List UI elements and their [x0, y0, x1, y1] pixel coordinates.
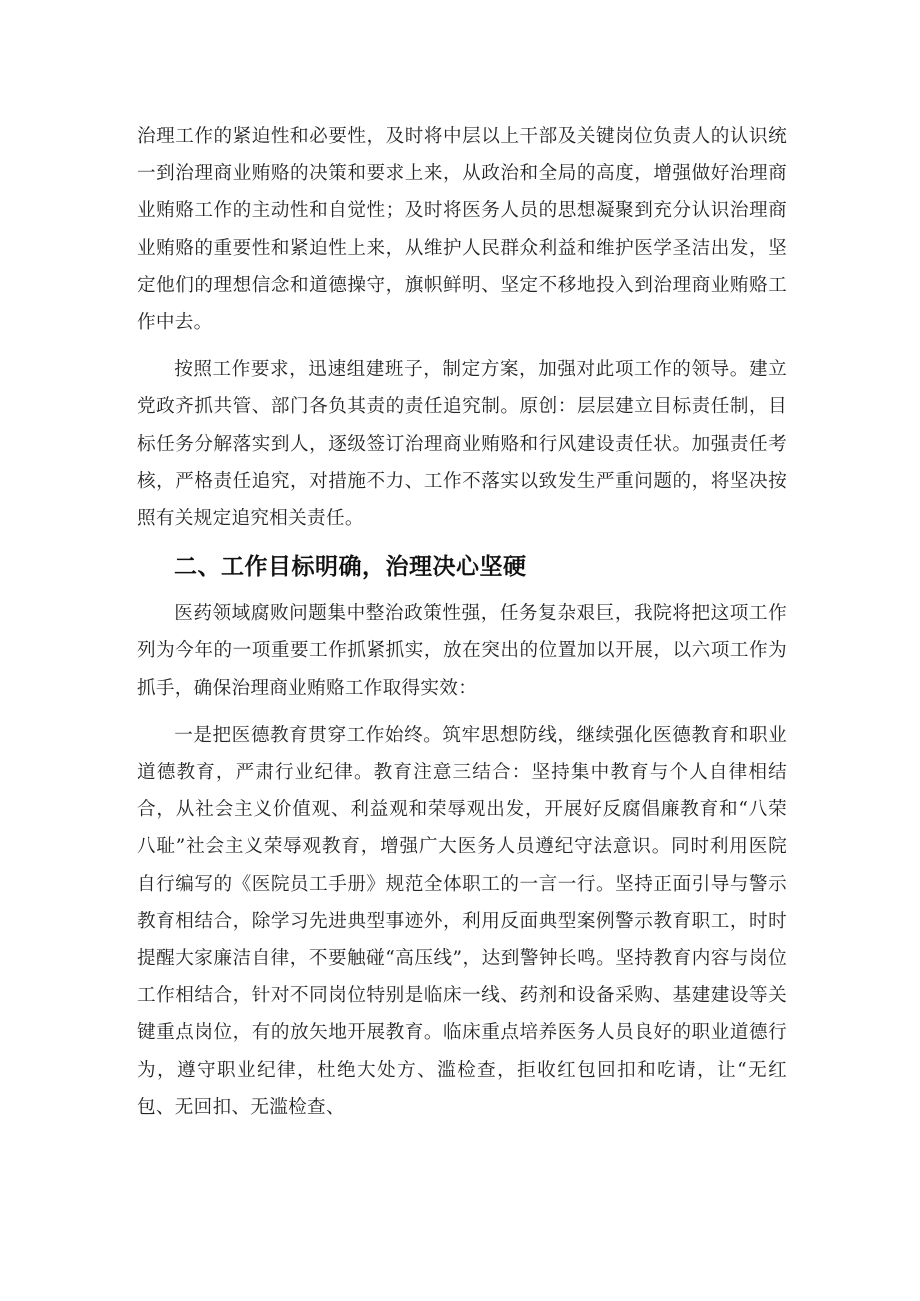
section-heading: 二、工作目标明确，治理决心坚硬	[174, 554, 527, 581]
body-paragraph: 按照工作要求，迅速组建班子，制定方案，加强对此项工作的领导。建立党政齐抓共管、部门各负其责的责任追究制。原创：层层建立目标责任制，目标任务分解落实到人，逐级签订治理商业贿赂和行风建设责任状。加强责任考核，严格责任追究，对措施不力、工作不落实以致发生严重问题的，将坚决按照有关规定追究相关责任。	[137, 359, 787, 530]
body-paragraph: 医药领域腐败问题集中整治政策性强，任务复杂艰巨，我院将把这项工作列为今年的一项重要工作抓紧抓实，放在突出的位置加以开展，以六项工作为抓手，确保治理商业贿赂工作取得实效：	[137, 603, 787, 699]
body-paragraph: 一是把医德教育贯穿工作始终。筑牢思想防线，继续强化医德教育和职业道德教育，严肃行业纪律。教育注意三结合：坚持集中教育与个人自律相结合，从社会主义价值观、利益观和荣辱观出发，开展好反腐倡廉教育和“八荣八耻”社会主义荣辱观教育，增强广大医务人员遵纪守法意识。同时利用医院自行编写的《医院员工手册》规范全体职工的一言一行。坚持正面引导与警示教育相结合，除学习先进典型事迹外，利用反面典型案例警示教育职工，时时提醒大家廉洁自律，不要触碰“高压线”，达到警钟长鸣。坚持教育内容与岗位工作相结合，针对不同岗位特别是临床一线、药剂和设备采购、基建建设等关键重点岗位，有的放矢地开展教育。临床重点培养医务人员良好的职业道德行为，遵守职业纪律，杜绝大处方、滥检查，拒收红包回扣和吃请，让“无红包、无回扣、无滥检查、	[137, 724, 787, 1118]
document-body	[137, 118, 787, 1136]
body-paragraph: 治理工作的紧迫性和必要性，及时将中层以上干部及关键岗位负责人的认识统一到治理商业贿赂的决策和要求上来，从政治和全局的高度，增强做好治理商业贿赂工作的主动性和自觉性；及时将医务人员的思想凝聚到充分认识治理商业贿赂的重要性和紧迫性上来，从维护人民群众利益和维护医学圣洁出发，坚定他们的理想信念和道德操守，旗帜鲜明、坚定不移地投入到治理商业贿赂工作中去。	[137, 126, 787, 334]
